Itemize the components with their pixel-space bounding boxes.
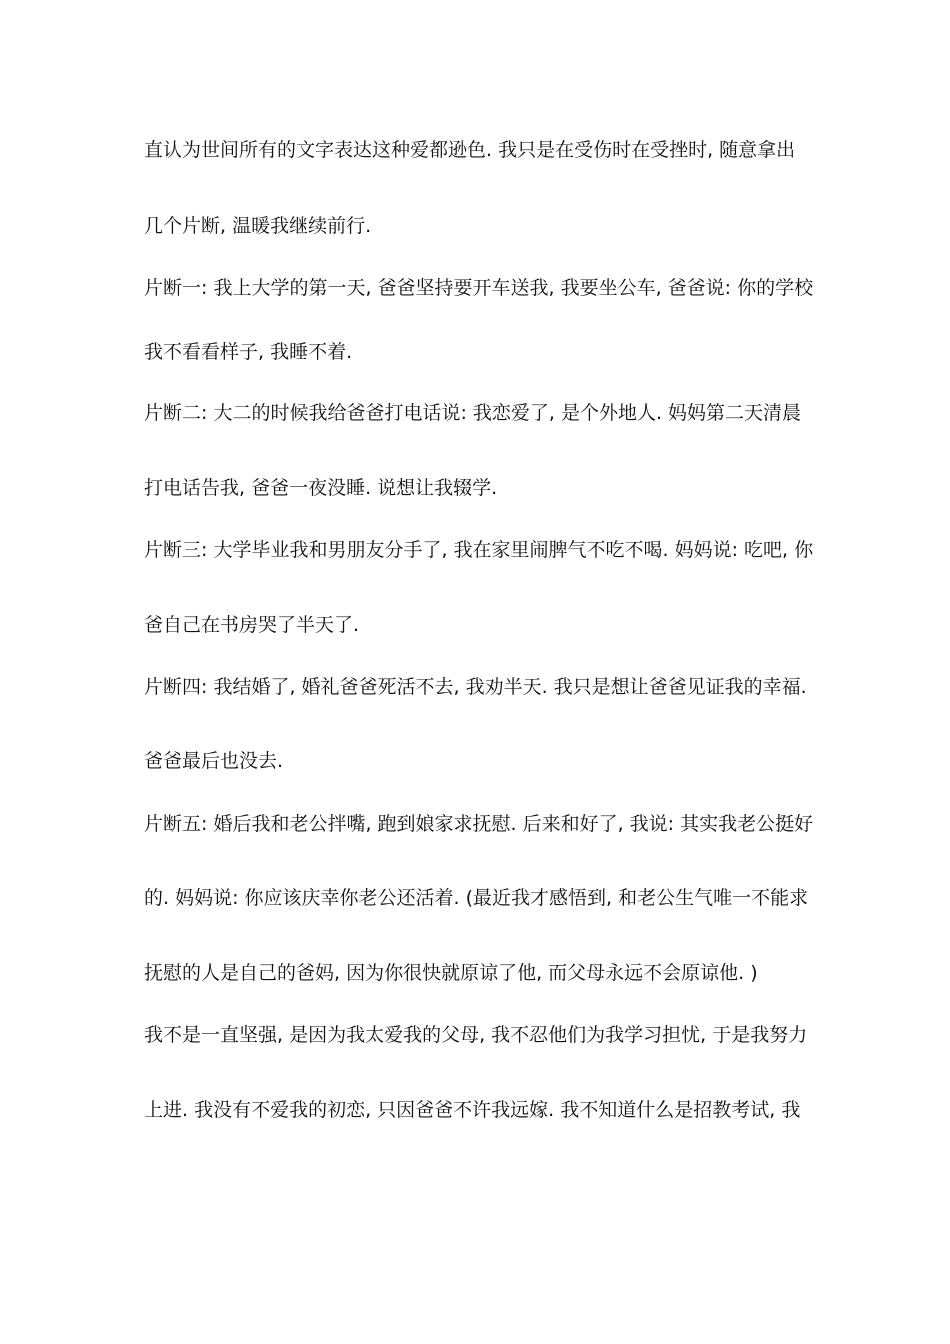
text-line: 打电话告我, 爸爸一夜没睡. 说想让我辍学. [144, 477, 498, 499]
text-line: 片断二: 大二的时候我给爸爸打电话说: 我恋爱了, 是个外地人. 妈妈第二天清晨 [144, 402, 802, 424]
text-line: 片断五: 婚后我和老公拌嘴, 跑到娘家求抚慰. 后来和好了, 我说: 其实我老公挺好 [144, 813, 814, 835]
text-line: 片断三: 大学毕业我和男朋友分手了, 我在家里闹脾气不吃不喝. 妈妈说: 吃吧, 你 [144, 539, 814, 561]
text-line: 上进. 我没有不爱我的初恋, 只因爸爸不许我远嫁. 我不知道什么是招教考试, 我 [144, 1099, 801, 1121]
text-line: 爸自己在书房哭了半天了. [144, 614, 360, 636]
text-line: 的. 妈妈说: 你应该庆幸你老公还活着. (最近我才感悟到, 和老公生气唯一不能求 [144, 887, 809, 909]
text-line: 爸爸最后也没去. [144, 750, 284, 772]
text-line: 我不看看样子, 我睡不着. [144, 341, 353, 363]
text-line: 片断四: 我结婚了, 婚礼爸爸死活不去, 我劝半天. 我只是想让爸爸见证我的幸福. [144, 676, 807, 698]
text-line: 直认为世间所有的文字表达这种爱都逊色. 我只是在受伤时在受挫时, 随意拿出 [144, 139, 796, 161]
text-line: 我不是一直坚强, 是因为我太爱我的父母, 我不忍他们为我学习担忧, 于是我努力 [144, 1024, 808, 1046]
text-line: 几个片断, 温暖我继续前行. [144, 215, 372, 237]
text-line: 片断一: 我上大学的第一天, 爸爸坚持要开车送我, 我要坐公车, 爸爸说: 你的学校 [144, 277, 814, 299]
text-line: 抚慰的人是自己的爸妈, 因为你很快就原谅了他, 而父母永远不会原谅他. ) [144, 962, 758, 984]
